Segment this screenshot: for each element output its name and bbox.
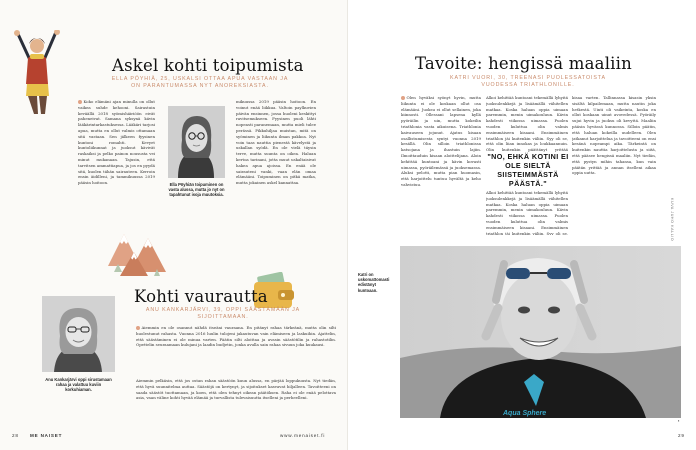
left-folio-number: 28 (12, 433, 19, 438)
ella-photo-caption: Ella Pöyhiän toipuminen on vasta alussa, mutta jo nyt on tapahtunut isoja muutoksia. (168, 182, 225, 198)
aqua-sphere-logo: Aqua Sphere (503, 410, 547, 417)
right-folio-number: 29 (678, 433, 685, 438)
bullet-dot-icon-2 (136, 326, 140, 330)
photo-credit: KUVA JUHO KALLIO (670, 198, 674, 242)
article2-col1 (136, 325, 336, 377)
article1-col1-text: Koko elämäni ajan minulla on ollut vaikea suhde kehooni. Sairastuin keväällä 2018 syömishäiriöön eivät paheneivat. Samana syksynä kävin lääkärintarkastuksessa. Lääkäri tarjosi apua, mutta en ollut valmis ottamaan sitä vastaan. Sen jälkeen fyysinen kuntoni romahti. Kevyet kuntoliikunnat ja juoksut kävivät raskaiksi ja pelko painon noususta vei minut mukanaan. Tajusin, että tarvitsen ammattiapua, ja jos en pyydä sitä, kuolen tähän sairauteen. Kerroin ensin äidilleni, ja tammikuussa 2019 pääsin hoitoon. (78, 99, 155, 186)
article3-title: Tavoite: hengissä maaliin (415, 54, 632, 73)
article1-title: Askel kohti toipumista (112, 56, 304, 75)
mountains-illustration (106, 226, 168, 278)
article1-deck: ELLA PÖYHIÄ, 25, USKALSI OTTAA APUA VASTAAN JA ON PARANTUMASSA NYT ANOREKSIASTA. (111, 76, 289, 90)
article3-deck: KATRI VUORI, 30, TREENASI PUOLESSATOISTA VUODESSA TRIATHLONILLE. (450, 75, 606, 89)
article3-col1-text: Olen hyväksi syönyt hyvin, mutta liikunta ei ole koskaan ollut osa elämääni. Juoksu ei ollut sellainen, joka kiinnosti. Ollessani lapsena kyllä pyöräilin ja uin, mutta kokeilin triathlonia vasta aikuisena. Triathlonia kaivauseen jojunut. Ajatus kisaan osallistumisesta syntyi vuonna 2019 kesällä. Olin silloin triathlonissa katsojana ja ihastuin lajiin. Ilmoittauduin kisaan aloittelijana. Aloin kehittää kuntoani ja kävin kovasti uimassa, pyöräilemässä ja juoksemassa. Aluksi pelotti, mutta pian huomasin, että harjoittelu tuntuu hyvältä ja keho vahvistuu. (401, 95, 481, 187)
katri-photo-caption: Katri on uskomattomasti edistänyt kuntoaan. (358, 272, 390, 293)
swimmer-photo (400, 246, 681, 418)
article3-col2-continued-text: Alkoi kehittää kuntoani tekemällä lyhyitä juoksulenkkejä ja lisäämällä vähitellen matkaa. Koska haluan oppia uimaan paremmin, menin uimakouluun. Kävin kahdesti viikossa uimassa. Puolen vuoden kuluttua olin valmis ensimmäiseen kisaani. Ensimmäinen triathlon jäi kuitenkin väliin. Syy oli se, (486, 190, 568, 235)
right-page (348, 0, 696, 450)
end-mark: ▪ (678, 418, 681, 423)
anu-photo-caption: Anu Kankarjärvi oppi sirustamaan rahaa ja valattuu kuviin korkuhiaman. (45, 377, 112, 393)
bullet-dot-icon (78, 100, 82, 104)
article3-col1 (401, 95, 481, 235)
article1-col1 (78, 99, 155, 217)
article1-col2: mikuussa 2019 pääsin hoitoon. En voinut enää liikkua. Valtoin paylkuvien päivän ensinnen, jossa huoleni keskittyi ravitsemukseen. Fyysinen puoli lähti nopeasti paranemaan, mutta mieli tulee perässä. Pikkuhiljaa muistan, mitä on syöminen ja liikunta ilman pakkoa. Nyt voin taas nauttia pienestä kävelystä ja uskallan syödä. En ole vielä täysin terve, mutta suunta on oikea. Haluan kertoa tarinani, jotta muut uskaltaisivat hakea apua ajoissa. En enää ole sairauteni vanki, vaan elän omaa elämääni. Toipuminen on pitkä matka, mutta jokainen askel kannattaa. (236, 99, 316, 186)
article2-title: Kohti vaurautta (134, 287, 268, 306)
website-url[interactable]: www.menaiset.fi (280, 433, 326, 438)
article3-col3: kisaa varten. Tallinnassa kisasin yksin sisältä kilpailemaan, mutta nautin joka hetkestä. Uinti oli vaikeinta, koska en ollut koskaan uinut avovedessä. Pyöräily sujui hyvin ja juoksu oli kevyttä. Maaliin pääsin hyvässä kunnossa. Silloin päätin, että haluan kokeilla uudelleen. Olen jatkanut harjoittelua ja tavoitteeni on ensi kesänä nopeampi aika. Tärkeintä on kuitenkin nauttia harjoittelusta ja siitä, että pääsee hengissä maaliin. Nyt tiedän, että pystyn mihin tahansa, kun vain päätän yrittää ja annan itselleni aikaa oppia uutta. (572, 95, 656, 176)
anu-portrait-photo (42, 296, 115, 372)
article2-col1-text: Aiemmin en ole osannut nähdä itseäni vauraana. En pitänyt rahaa tärkeänä, mutta olin silti huolestunut rahasta. Vuonna 2016 luulin tulojeni jakautuvan vain elämiseen ja laskuihin. Ajattelin, että säästäminen ei ole minua varten. Päätin silti aloittaa ja avasin säästötilin ja rahastotilin. Opettelin seuraamaan kulujani ja laadin budjetin, jonka avulla sain rahaa sivuun joka kuukausi. (136, 325, 336, 348)
article2-col2: Aiemmin pelkäsin, että jos ostan rahan säästöön kuun alussa, en pärjää loppukuusta. Nyt tiedän, että hyvä suunnitelma auttaa. Säästöjä on kertynyt, ja sijoitukset kasvavat hiljalleen. Tavoitteeni on saada säästöt tuottamaan, ja koen, että olen tehnyt oikean päätöksen. Raha ei ole enää pelottava asia, vaan väline kohti hyvää elämää ja turvallista tulevaisuutta itselleni ja perheelleni. (136, 378, 336, 400)
bullet-dot-icon-3 (401, 96, 405, 100)
pull-quote: "NO, EHKÄ KOTINI EI OLE SIELTÄ SIISTEIMMÄSTÄ PÄÄSTÄ." (487, 152, 569, 188)
article3-col2: Alkoi kehittää kuntoani tekemällä lyhyitä juoksulenkkejä ja lisäämällä vähitellen matkaa. Koska haluan oppia uimaan paremmin, menin uimakouluun. Kävin kahdesti viikossa uimassa. Puolen vuoden kuluttua olin valmis ensimmäiseen kisaani. Ensimmäinen triathlon jäi kuitenkin väliin. Syy oli se, että olin liian innokas ja loukkaannuin. Olin kuitenkin päättänyt yrittää (486, 95, 568, 153)
article3-col2-continued (486, 190, 568, 235)
cheering-woman-illustration (8, 30, 66, 116)
left-folio-brand: ME NAISET (30, 433, 63, 438)
article2-deck: ANU KANKARJÄRVI, 39, OPPI SÄÄSTÄMÄÄN JA SIJOITTAMAAN. (145, 307, 301, 321)
ella-portrait-photo (168, 106, 225, 178)
